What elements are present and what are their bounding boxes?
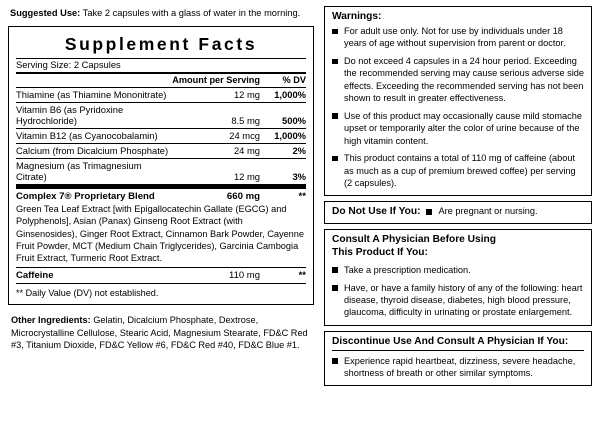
nutrient-amount: 12 mg bbox=[172, 87, 264, 102]
do-not-use-label: Do Not Use If You: bbox=[332, 206, 421, 218]
serving-size: Serving Size: 2 Capsules bbox=[16, 58, 121, 70]
caffeine-dv: ** bbox=[298, 270, 306, 282]
supplement-facts-table bbox=[16, 74, 306, 184]
blend-dv: ** bbox=[298, 191, 306, 203]
consult-physician-title-line2: This Product If You: bbox=[332, 247, 428, 259]
list-item: Do not exceed 4 capsules in a 24 hour period. Exceeding the recommended serving may cause serious adverse side effects. Exceeding the recommended serving has not been shown to result in greater effectiveness. bbox=[332, 55, 584, 104]
list-item: Take a prescription medication. bbox=[332, 264, 584, 276]
col-nutrient bbox=[16, 74, 172, 88]
col-dv: % DV bbox=[282, 75, 306, 86]
nutrient-amount: 8.5 mg bbox=[172, 102, 264, 128]
discontinue-box bbox=[324, 331, 592, 387]
list-item: Use of this product may occasionally cause mild stomache upset or temporarily alter the color of urine because of the high vitamin content. bbox=[332, 110, 584, 147]
caffeine-amount: 110 mg bbox=[229, 270, 260, 282]
nutrient-name: Thiamine (as Thiamine Mononitrate) bbox=[16, 87, 172, 102]
discontinue-title: Discontinue Use And Consult A Physician If You: bbox=[332, 336, 584, 351]
consult-physician-title-line1: Consult A Physician Before Using bbox=[332, 234, 496, 246]
proprietary-blend-header bbox=[16, 189, 306, 204]
col-amount: Amount per Serving bbox=[172, 75, 260, 86]
suggested-use-text: Take 2 capsules with a glass of water in the morning. bbox=[80, 8, 301, 18]
table-row bbox=[16, 128, 306, 143]
nutrient-dv: 3% bbox=[264, 158, 306, 184]
table-row bbox=[16, 102, 306, 128]
other-ingredients bbox=[8, 305, 314, 351]
consult-physician-box bbox=[324, 229, 592, 325]
other-ingredients-label: Other Ingredients: bbox=[11, 315, 91, 326]
table-header-row bbox=[16, 74, 306, 88]
dv-footnote: ** Daily Value (DV) not established. bbox=[16, 288, 159, 299]
nutrient-amount: 24 mcg bbox=[172, 128, 264, 143]
nutrient-name: Calcium (from Dicalcium Phosphate) bbox=[16, 143, 172, 158]
caffeine-name: Caffeine bbox=[16, 270, 54, 282]
other-ingredients-text: Gelatin, Dicalcium Phosphate, Dextrose, Microcrystalline Cellulose, Stearic Acid, Magnesium Stearate, FD&C Red #3, Titanium Dioxide, FD&C Yellow #6, FD&C Red #40, FD&C Blue #1. bbox=[11, 315, 308, 350]
nutrient-name: Vitamin B6 (as Pyridoxine Hydrochloride) bbox=[16, 102, 172, 128]
caffeine-row bbox=[16, 268, 306, 283]
left-column bbox=[8, 6, 314, 428]
nutrient-name: Vitamin B12 (as Cyanocobalamin) bbox=[16, 128, 172, 143]
nutrient-dv: 1,000% bbox=[264, 128, 306, 143]
suggested-use bbox=[8, 6, 314, 26]
list-item: Have, or have a family history of any of the following: heart disease, thyroid disease, diabetes, high blood pressure, glaucoma, difficulty in urinating or prostate enlargement. bbox=[332, 282, 584, 319]
list-item: For adult use only. Not for use by individuals under 18 years of age without supervision from parent or doctor. bbox=[332, 25, 584, 50]
nutrient-amount: 12 mg bbox=[172, 158, 264, 184]
consult-physician-title bbox=[332, 234, 584, 264]
nutrient-dv: 500% bbox=[264, 102, 306, 128]
supplement-facts-panel bbox=[8, 26, 314, 306]
table-row bbox=[16, 158, 306, 184]
do-not-use-value: Are pregnant or nursing. bbox=[426, 206, 537, 216]
list-item: Experience rapid heartbeat, dizziness, severe headache, shortness of breath or other similar symptoms. bbox=[332, 355, 584, 380]
nutrient-dv: 1,000% bbox=[264, 87, 306, 102]
blend-ingredients: Green Tea Leaf Extract [with Epigallocatechin Gallate (EGCG) and Polyphenols], Asian (Panax) Ginseng Root Extract (with Ginsenosides), Ginger Root Extract, Cinnamon Bark Powder, Cayenne Fruit Powder, MCT (Medium Chain Triglycerides), Garcinia Cambogia Fruit Extract, Turmeric Root Extract. bbox=[16, 204, 305, 264]
table-row bbox=[16, 87, 306, 102]
nutrient-name: Magnesium (as Trimagnesium Citrate) bbox=[16, 158, 172, 184]
blend-name: Complex 7® Proprietary Blend bbox=[16, 191, 155, 203]
warnings-list bbox=[332, 25, 584, 189]
nutrient-dv: 2% bbox=[264, 143, 306, 158]
consult-physician-list bbox=[332, 264, 584, 319]
blend-amount: 660 mg bbox=[226, 191, 260, 203]
warnings-box bbox=[324, 6, 592, 196]
list-item: This product contains a total of 110 mg of caffeine (about as much as a cup of premium brewed coffee) per serving (2 capsules). bbox=[332, 152, 584, 189]
do-not-use-box bbox=[324, 201, 592, 224]
right-column bbox=[324, 6, 592, 428]
do-not-use-row bbox=[332, 206, 584, 217]
table-row bbox=[16, 143, 306, 158]
discontinue-list bbox=[332, 355, 584, 380]
suggested-use-label: Suggested Use: bbox=[10, 8, 81, 18]
supplement-facts-title: Supplement Facts bbox=[64, 33, 258, 54]
nutrient-amount: 24 mg bbox=[172, 143, 264, 158]
warnings-title: Warnings: bbox=[332, 11, 382, 22]
